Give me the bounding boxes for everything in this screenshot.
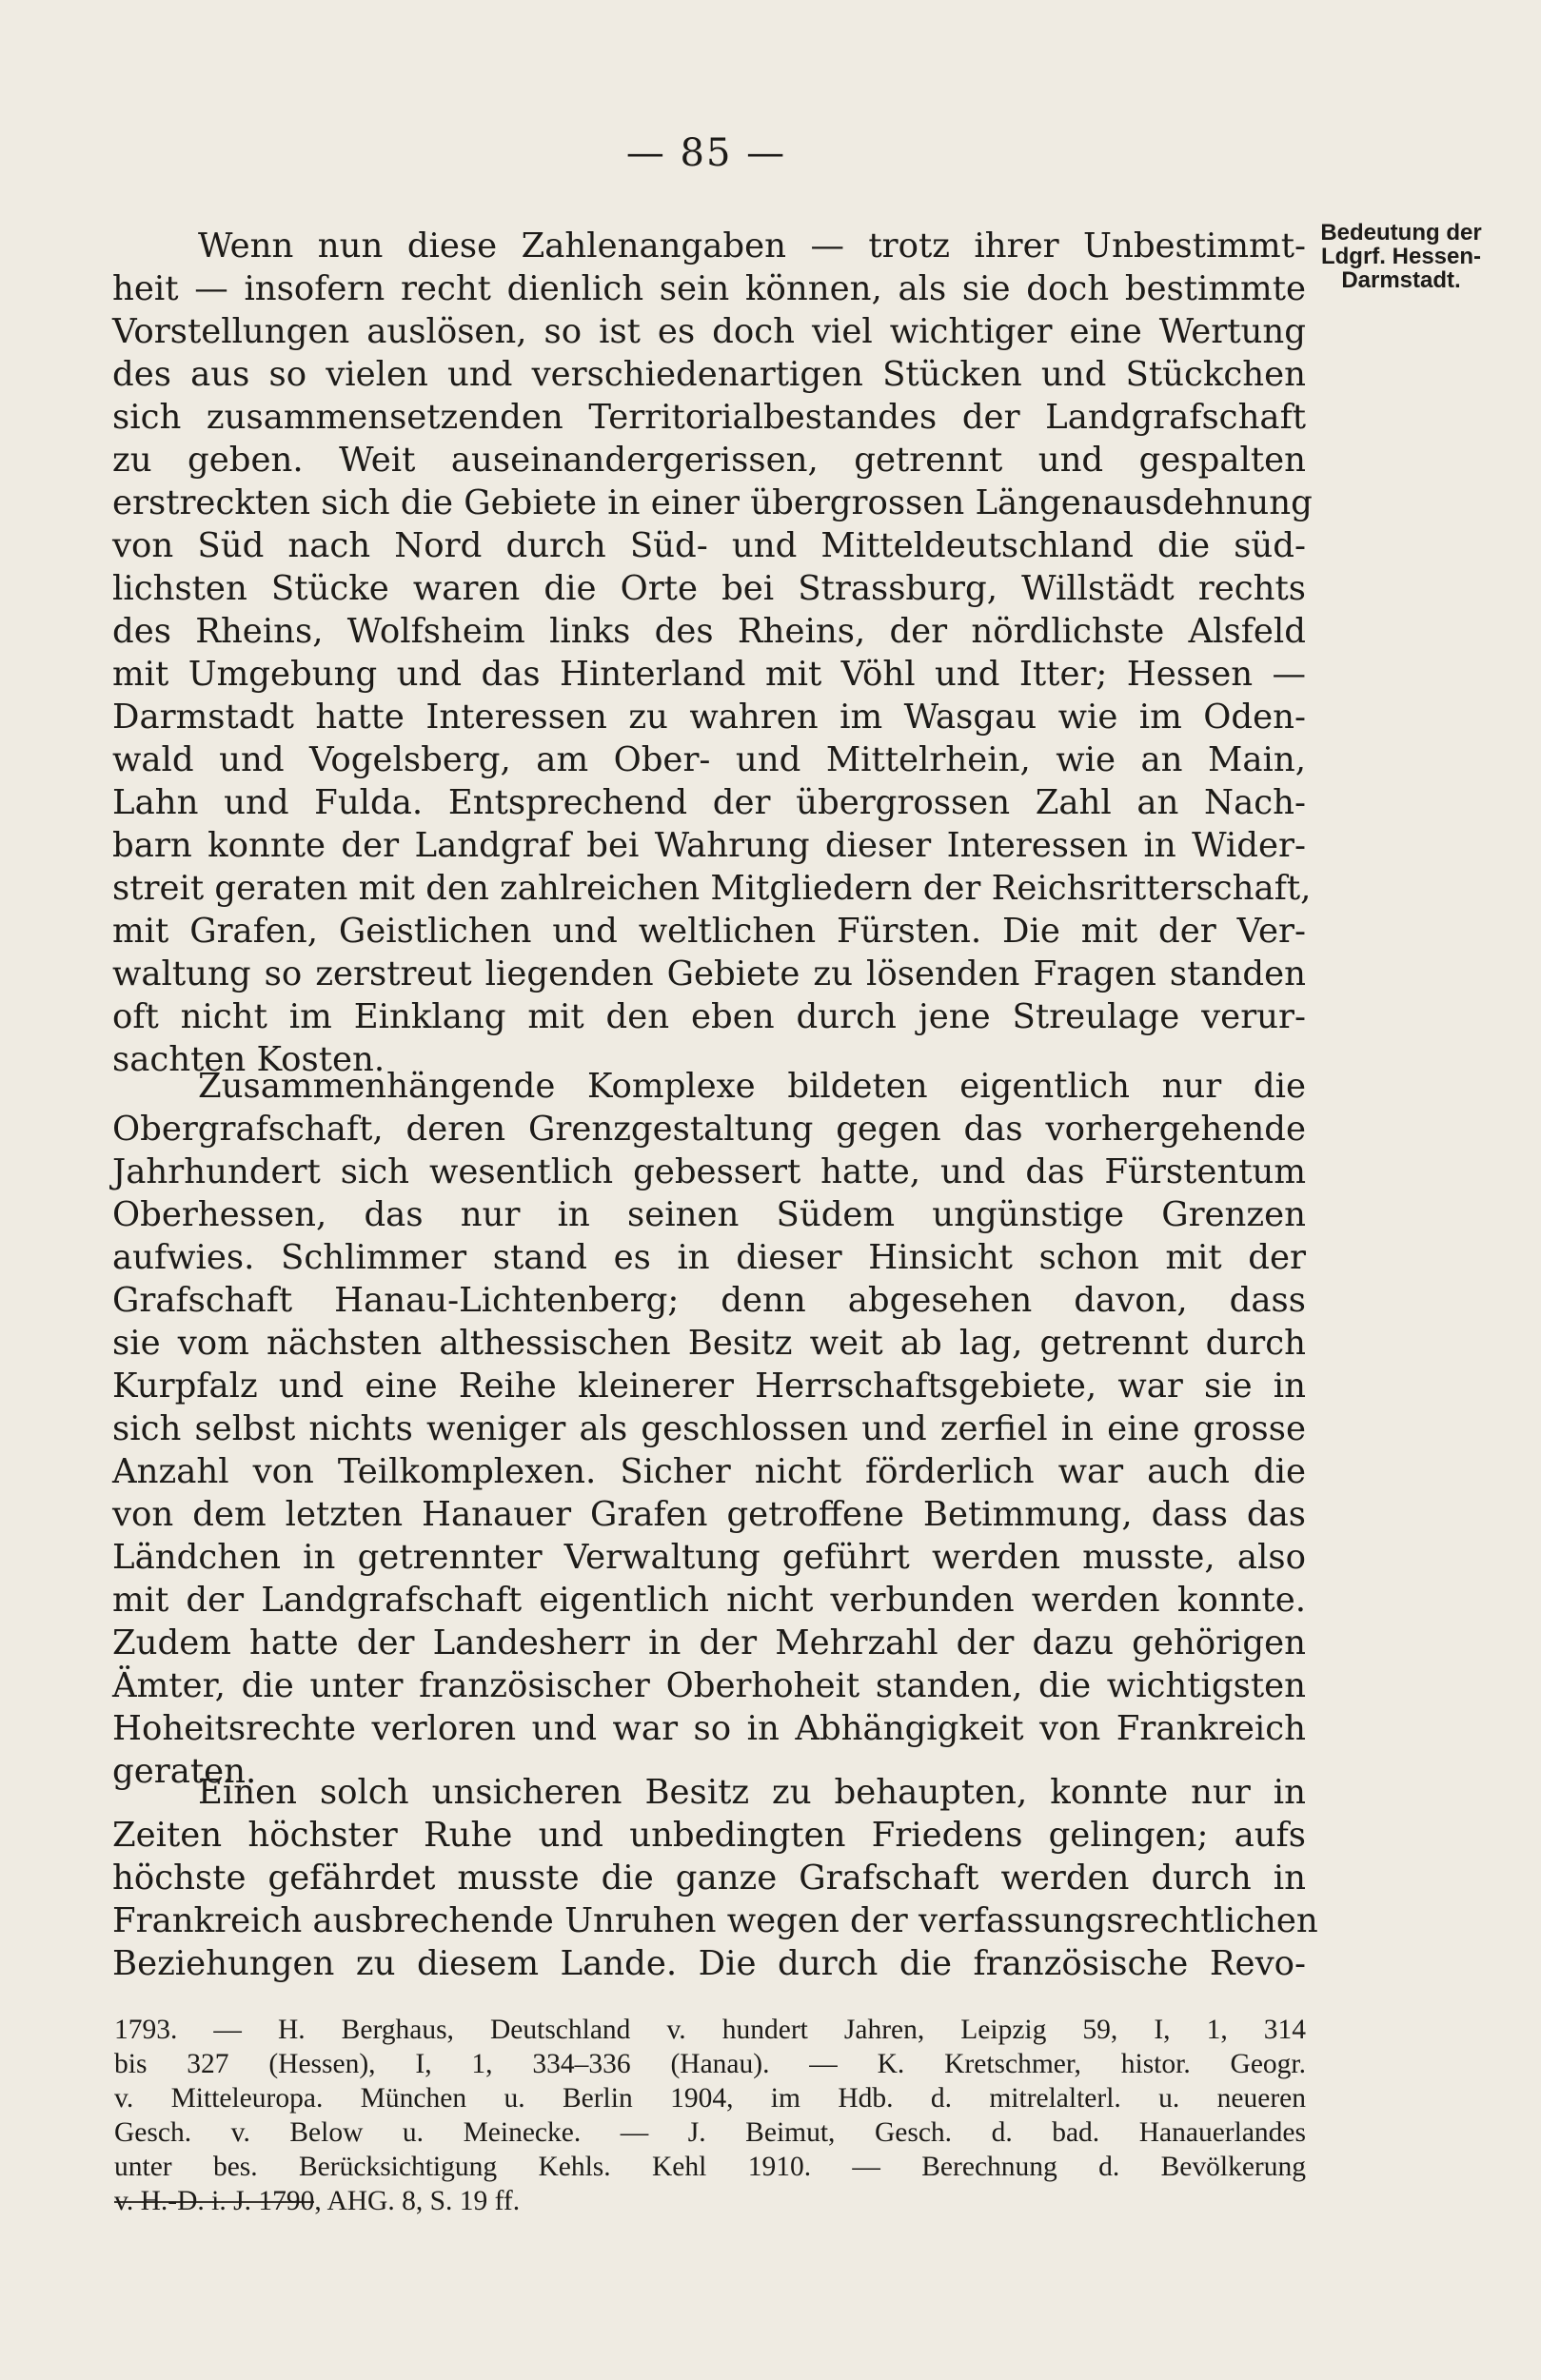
footnote-line: 1793. — H. Berghaus, Deutschland v. hundert Jahren, Leipzig 59, I, 1, 314 xyxy=(114,2015,1306,2045)
footnote-line: v. H.-D. i. J. 1790, AHG. 8, S. 19 ff. xyxy=(114,2186,521,2216)
margin-note-line: Darmstadt. xyxy=(1341,267,1461,293)
margin-note xyxy=(1306,221,1496,292)
text-line: Beziehungen zu diesem Lande. Die durch die französische Revo- xyxy=(112,1944,1306,1983)
text-line: Obergrafschaft, deren Grenzgestaltung gegen das vorhergehende xyxy=(112,1110,1306,1149)
text-line: Zeiten höchster Ruhe und unbedingten Friedens gelingen; aufs xyxy=(112,1816,1306,1855)
text-line: sich selbst nichts weniger als geschlossen und zerfiel in eine grosse xyxy=(112,1409,1306,1448)
text-line: Grafschaft Hanau-Lichtenberg; denn abgesehen davon, dass xyxy=(112,1281,1306,1320)
text-line: sich zusammensetzenden Territorialbestandes der Landgrafschaft xyxy=(112,398,1306,437)
text-line: lichsten Stücke waren die Orte bei Strassburg, Willstädt rechts xyxy=(112,569,1306,608)
text-line: von Süd nach Nord durch Süd- und Mitteldeutschland die süd- xyxy=(112,526,1306,565)
text-line: Ämter, die unter französischer Oberhoheit standen, die wichtigsten xyxy=(112,1666,1306,1705)
text-line: höchste gefährdet musste die ganze Grafschaft werden durch in xyxy=(112,1859,1306,1898)
footnote-line: v. Mitteleuropa. München u. Berlin 1904, im Hdb. d. mitrelalterl. u. neueren xyxy=(114,2083,1306,2114)
text-line: zu geben. Weit auseinandergerissen, getrennt und gespalten xyxy=(112,441,1306,480)
footnote-line: Gesch. v. Below u. Meinecke. — J. Beimut, Gesch. d. bad. Hanauerlandes xyxy=(114,2117,1306,2148)
text-line: Oberhessen, das nur in seinen Südem ungünstige Grenzen xyxy=(112,1195,1306,1234)
text-line: Anzahl von Teilkomplexen. Sicher nicht förderlich war auch die xyxy=(112,1452,1306,1491)
text-line: barn konnte der Landgraf bei Wahrung dieser Interessen in Wider- xyxy=(112,826,1306,865)
text-line: Zudem hatte der Landesherr in der Mehrzahl der dazu gehörigen xyxy=(112,1623,1306,1662)
text-line: wald und Vogelsberg, am Ober- und Mittelrhein, wie an Main, xyxy=(112,740,1306,779)
margin-note-line: Bedeutung der xyxy=(1320,220,1482,246)
text-line: Vorstellungen auslösen, so ist es doch viel wichtiger eine Wertung xyxy=(112,312,1306,351)
text-line: Kurpfalz und eine Reihe kleinerer Herrschaftsgebiete, war sie in xyxy=(112,1367,1306,1406)
text-line: mit der Landgrafschaft eigentlich nicht verbunden werden konnte. xyxy=(112,1581,1306,1620)
text-line: Darmstadt hatte Interessen zu wahren im Wasgau wie im Oden- xyxy=(112,698,1306,737)
text-line: Einen solch unsicheren Besitz zu behaupten, konnte nur in xyxy=(198,1773,1306,1812)
text-line: Wenn nun diese Zahlenangaben — trotz ihrer Unbestimmt- xyxy=(198,226,1306,266)
text-line: Jahrhundert sich wesentlich gebessert hatte, und das Fürstentum xyxy=(112,1152,1306,1191)
text-line: streit geraten mit den zahlreichen Mitgliedern der Reichsritterschaft, xyxy=(112,869,1312,908)
text-line: Lahn und Fulda. Entsprechend der übergrossen Zahl an Nach- xyxy=(112,783,1306,822)
margin-note-line: Ldgrf. Hessen- xyxy=(1320,244,1482,269)
text-line: sie vom nächsten althessischen Besitz weit ab lag, getrennt durch xyxy=(112,1324,1306,1363)
text-line: sachten Kosten. xyxy=(112,1040,385,1079)
text-line: waltung so zerstreut liegenden Gebiete zu lösenden Fragen standen xyxy=(112,954,1306,993)
footnote-line: bis 327 (Hessen), I, 1, 334–336 (Hanau). — K. Kretschmer, histor. Geogr. xyxy=(114,2049,1306,2079)
text-line: mit Grafen, Geistlichen und weltlichen Fürsten. Die mit der Ver- xyxy=(112,912,1306,951)
page-number: — 85 — xyxy=(625,131,787,175)
text-line: mit Umgebung und das Hinterland mit Vöhl und Itter; Hessen — xyxy=(112,655,1306,694)
text-line: von dem letzten Hanauer Grafen getroffene Betimmung, dass das xyxy=(112,1495,1306,1534)
text-line: aufwies. Schlimmer stand es in dieser Hinsicht schon mit der xyxy=(112,1238,1306,1277)
footnote-line: unter bes. Berücksichtigung Kehls. Kehl 1910. — Berechnung d. Bevölkerung xyxy=(114,2152,1306,2182)
text-line: Frankreich ausbrechende Unruhen wegen der verfassungsrechtlichen xyxy=(112,1901,1318,1940)
text-line: Ländchen in getrennter Verwaltung geführt werden musste, also xyxy=(112,1538,1306,1577)
text-line: geraten. xyxy=(112,1752,257,1791)
text-line: erstreckten sich die Gebiete in einer übergrossen Längenausdehnung xyxy=(112,483,1313,522)
text-line: heit — insofern recht dienlich sein können, als sie doch bestimmte xyxy=(112,269,1306,308)
text-line: des Rheins, Wolfsheim links des Rheins, der nördlichste Alsfeld xyxy=(112,612,1306,651)
text-line: oft nicht im Einklang mit den eben durch jene Streulage verur- xyxy=(112,997,1306,1036)
text-line: Hoheitsrechte verloren und war so in Abhängigkeit von Frankreich xyxy=(112,1709,1306,1748)
text-line: Zusammenhängende Komplexe bildeten eigentlich nur die xyxy=(198,1067,1306,1106)
text-line: des aus so vielen und verschiedenartigen Stücken und Stückchen xyxy=(112,355,1306,394)
